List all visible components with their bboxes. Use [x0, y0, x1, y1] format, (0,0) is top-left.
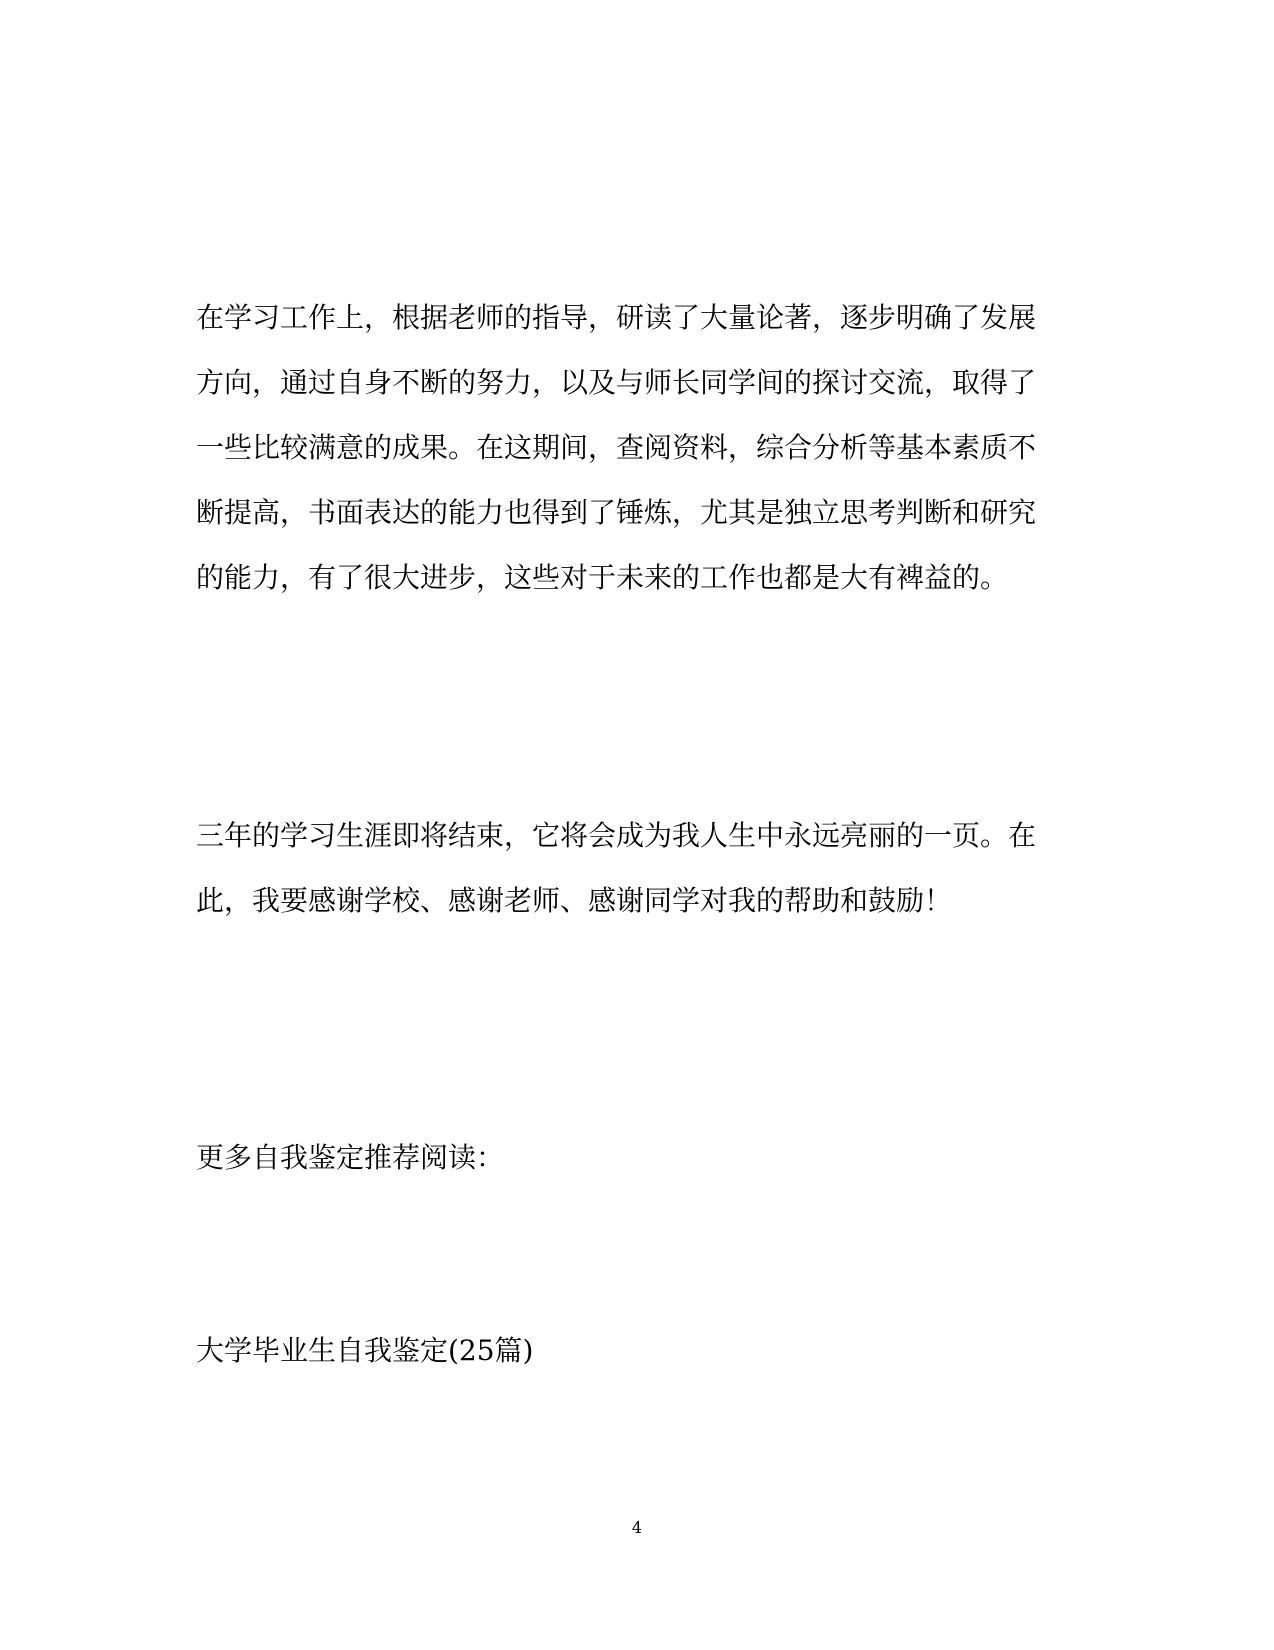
paragraph-2-line-1: 三年的学习生涯即将结束，它将会成为我人生中永远亮丽的一页。在: [196, 819, 1037, 852]
recommended-reading-heading: 更多自我鉴定推荐阅读：: [196, 1141, 505, 1174]
paragraph-1-line-3: 一些比较满意的成果。在这期间，查阅资料，综合分析等基本素质不: [196, 431, 1037, 464]
paragraph-1-line-2: 方向，通过自身不断的努力，以及与师长同学间的探讨交流，取得了: [196, 366, 1037, 399]
page-number: 4: [631, 1518, 643, 1537]
paragraph-1-line-1: 在学习工作上，根据老师的指导，研读了大量论著，逐步明确了发展: [196, 301, 1037, 334]
paragraph-2-line-2: 此，我要感谢学校、感谢老师、感谢同学对我的帮助和鼓励！: [196, 884, 953, 917]
paragraph-1-line-5: 的能力，有了很大进步，这些对于未来的工作也都是大有裨益的。: [196, 561, 1009, 594]
recommended-article-link: 大学毕业生自我鉴定(25篇): [196, 1334, 534, 1367]
paragraph-1-line-4: 断提高，书面表达的能力也得到了锤炼，尤其是独立思考判断和研究: [196, 496, 1037, 529]
